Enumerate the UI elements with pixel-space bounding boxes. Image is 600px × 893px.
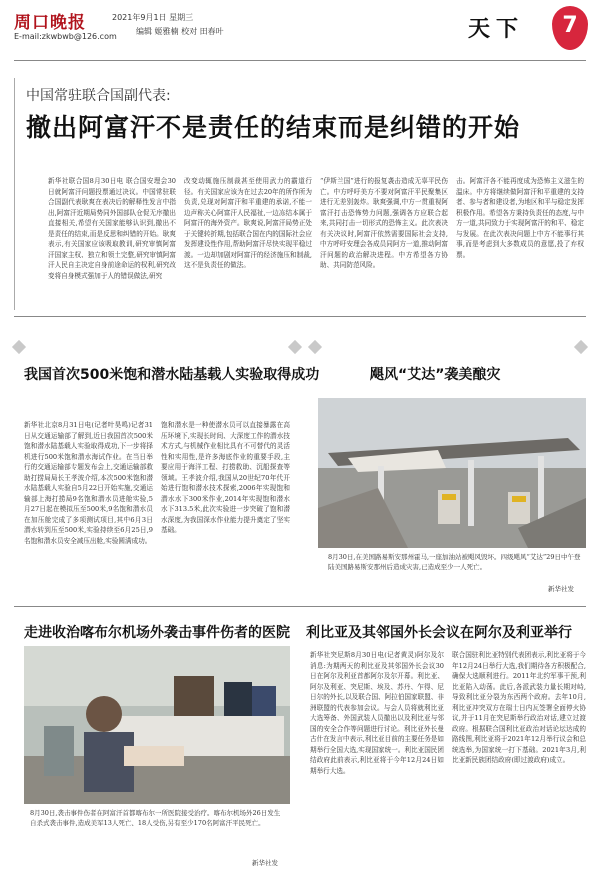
libya-headline: 利比亚及其邻国外长会议在阿尔及利亚举行 bbox=[306, 625, 572, 641]
diamond-ornament-icon bbox=[574, 340, 588, 354]
typhoon-caption: 8月30日,在美国路易斯安那州霍马,一座加油站被飓风毁坏。四级飓风“艾达”29日中午登陆美国路易斯安那州后造成灾害,已造成至少一人死亡。 bbox=[328, 553, 581, 571]
dive-column: 新华社北京8月31日电(记者叶昊鸣)记者31日从交通运输部了解到,近日我国首次500米饱和潜水陆基载人实验取得成功,下一步将择机进行500米饱和潜水海试作业。在当日举行的交通运输部专题发布会上,交通运输部救助打捞局局长王孝波介绍,本次500米饱和潜水陆基载人实验自5月22日开始实施,交通运输部上海打捞局9名饱和潜水员进舱实验,5月27日起在模拟压至500米,9名饱和潜水员在加压舱完成了多项测试项目,其中6月3日潜水转到压至500米,实验持续至6月25日,9名饱和潜水员安全减压出舱,实验圆满成功。 bbox=[24, 421, 153, 545]
diamond-ornament-icon bbox=[308, 340, 322, 354]
section-name: 天下 bbox=[468, 17, 525, 42]
hospital-photo bbox=[24, 646, 290, 804]
dive-body bbox=[24, 420, 290, 616]
newspaper-logo: 周口晚报 bbox=[14, 13, 86, 33]
section-rule bbox=[14, 606, 586, 607]
lead-headline: 撤出阿富汗不是责任的结束而是纠错的开始 bbox=[26, 113, 521, 142]
libya-column: 新华社突尼斯8月30日电(记者黄灵)阿尔及尔消息:为期两天的利比亚及其邻国外长会议30日在阿尔及利亚首都阿尔及尔开幕。利比亚、阿尔及利亚、突尼斯、埃及、苏丹、乍得、尼日尔的外长,以及联合国、阿拉伯国家联盟、非洲联盟的代表参加会议。与会人员将就利比亚大选筹备、外国武装人员撤出以及利比亚与邻国的安全合作等问题进行讨论。利比亚外长曼古什在发言中表示,利比亚目前的主要任务是如期举行全国大选,实现国家统一。利比亚国民团结政府此前表示,利比亚将于今年12月24日如期举行大选。 bbox=[310, 651, 444, 775]
hospital-caption: 8月30日,袭击事件伤者在阿富汗首都喀布尔一所医院接受治疗。喀布尔机场外26日发生自杀式袭击事件,造成美军13人死亡、18人受伤,另有至少170名阿富汗平民死亡。 bbox=[30, 809, 281, 827]
editor-credits: 编辑 姬雅楠 校对 田春叶 bbox=[136, 27, 224, 36]
lead-column: 新华社联合国8月30日电 联合国安理会30日就阿富汗问题投票通过决议。中国常驻联合国副代表耿爽在表决后的解释性发言中指出,阿富汗近期局势同外国部队仓促无序撤出直接相关,希望有关国家能够认识到,撤出不是责任的结束,而是反思和纠错的开始。耿爽表示,有关国家应该吸取教训,研究审慎阿富汗国家主权、独立和领土完整,研究审慎阿富汗人民自主决定自身前途命运的权利,研究改变将自身模式强加于人的错误做法,研究 bbox=[48, 177, 176, 280]
gas-station-ruin-image bbox=[318, 398, 586, 548]
typhoon-photo-credit: 新华社发 bbox=[548, 585, 574, 593]
typhoon-headline: 飓风“艾达”袭美酿灾 bbox=[370, 367, 501, 383]
hospital-ward-image bbox=[24, 646, 290, 804]
lead-body bbox=[48, 176, 584, 304]
lead-column: 改变动辄施压制裁甚至使用武力的霸道行径。有关国家应该为在过去20年的所作所为负责,兑现对阿富汗和平重建的承诺,不能一边声称关心阿富汗人民福祉,一边冻结本属于阿富汗的海外资产。耿爽说,阿富汗局势正处于关键转折期,包括联合国在内的国际社会应发挥建设性作用,帮助阿富汗尽快实现平稳过渡。一边却加剧对阿富汗的经济施压和制裁,这不是负责任的做法。 bbox=[184, 177, 312, 269]
libya-body bbox=[310, 650, 586, 872]
page-number-badge: 7 bbox=[552, 6, 588, 50]
masthead-email: E-mail:zkwbwb@126.com bbox=[14, 32, 117, 41]
masthead bbox=[0, 0, 600, 62]
libya-column: 联合国驻利比亚特别代表团表示,利比亚将于今年12月24日举行大选,我们期待各方积极配合,确保大选顺利进行。2011年北约军事干预,利比亚陷入动荡。此后,各派武装力量长期对峙,导致利比亚分裂为东西两个政府。去年10月,利比亚冲突双方在瑞士日内瓦签署全面停火协议,并于11月在突尼斯举行政治对话,建立过渡政府。根据联合国利比亚政治对话论坛达成的路线图,利比亚将于2021年12月举行议会和总统选举,为国家统一打下基础。2021年3月,利比亚新民族团结政府(即过渡政府)成立。 bbox=[452, 651, 586, 764]
lead-column: 击。阿富汗各不能再度成为恐怖主义滋生的温床。中方将继续做阿富汗和平重建的支持者、参与者和建设者,为地区和平与稳定发挥积极作用。希望各方秉持负责任的态度,与中方一道,共同致力于实现阿富汗的和平、稳定与发展。在此次表决问题上中方不能事行其事,而是考虑到大多数成员的意愿,投了弃权票。 bbox=[456, 177, 584, 259]
hospital-headline: 走进收治喀布尔机场外袭击事件伤者的医院 bbox=[24, 625, 290, 641]
hurricane-damage-photo bbox=[318, 398, 586, 548]
dive-column: 饱和潜水是一种使潜水员可以直接暴露在高压环境下,实现长时间、大深度工作的潜水技术方式,与机械作业相比具有不可替代的灵活性和实用性,是许多海底作业的重要手段,主要应用于海洋工程、打捞救助、沉船探查等领域。王孝波介绍,我国从20世纪70年代开始进行饱和潜水技术探索,2006年实现饱和潜水水下300米作业,2014年实现饱和潜水水下313.5米,此次实验进一步突破了饱和潜水深度,为我国深水作业能力提升奠定了坚实基础。 bbox=[161, 421, 290, 534]
masthead-rule bbox=[14, 60, 586, 61]
lead-kicker: 中国常驻联合国副代表: bbox=[26, 88, 171, 104]
diamond-ornament-icon bbox=[288, 340, 302, 354]
issue-date: 2021年9月1日 星期三 bbox=[112, 13, 194, 22]
dive-headline: 我国首次500米饱和潜水陆基载人实验取得成功 bbox=[24, 367, 320, 383]
section-rule bbox=[14, 316, 586, 317]
lead-column: “伊斯兰国”进行的报复袭击造成无辜平民伤亡。中方呼吁美方不要对阿富汗平民聚集区进行无差别轰炸。耿爽强调,中方一贯重视阿富汗打击恐怖势力问题,强调各方应联合起来,共同打击一切形式的恐怖主义。此次表决有关决议时,阿富汗依然需要国际社会支持,中方呼吁安理会各成员同阿方一道,推动阿富汗问题的政治解决进程。中方希望各方协助、共同防范风险。 bbox=[320, 177, 448, 269]
diamond-ornament-icon bbox=[12, 340, 26, 354]
hospital-photo-credit: 新华社发 bbox=[252, 859, 278, 867]
